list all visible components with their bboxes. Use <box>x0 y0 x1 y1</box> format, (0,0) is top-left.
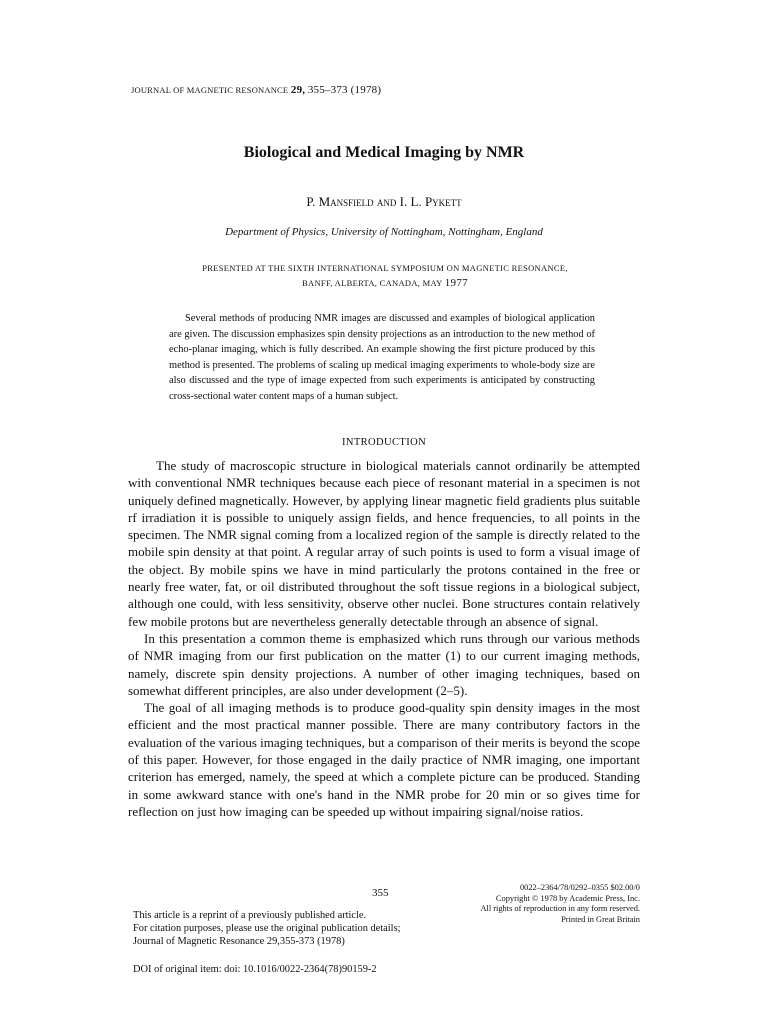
copyright-rights: All rights of reproduction in any form reserved. <box>480 904 640 914</box>
paper-title: Biological and Medical Imaging by NMR <box>243 144 525 161</box>
body-text <box>128 457 640 820</box>
copyright-code: 0022–2364/78/0292–0355 $02.00/0 <box>519 883 640 892</box>
presented-location: BANFF, ALBERTA, CANADA, MAY <box>302 278 443 288</box>
abstract: Several methods of producing NMR images are discussed and examples of biological application are given. The discussion emphasizes spin density projections as an introduction to the new method of echo-planar imaging, which is fully described. An example showing the first picture produced by this method is presented. The problems of scaling up medical imaging experiments to whole-body size are also discussed and the type of image expected from such experiments is anticipated by constructing cross-sectional water content maps of a human subject. <box>169 313 595 402</box>
paragraph-1: The study of macroscopic structure in biological materials cannot ordinarily be attempted with conventional NMR techniques because each piece of resonant material in a specimen is not uniquely defined magnetically. However, by applying linear magnetic field gradients plus suitable rf irradiation it is possible to uniquely assign fields, and hence frequencies, to all points in the specimen. The NMR signal coming from a localized region of the sample is directly related to the mobile spin density at that point. A regular array of such points is used to form a visual image of the object. By mobile spins we have in mind particularly the protons contained in the free or nearly free water, fat, or oil distributed throughout the soft tissue regions in a biological subject, although one could, with less sensitivity, observe other nuclei. Bone structures contain relatively few mobile protons but are nevertheless generally detectable through an absence of signal. <box>128 458 640 629</box>
presented-line-1: PRESENTED AT THE SIXTH INTERNATIONAL SYMPOSIUM ON MAGNETIC RESONANCE, <box>202 263 568 273</box>
paper-authors: P. Mansfield and I. L. Pykett <box>306 194 462 209</box>
journal-header <box>131 84 381 96</box>
reprint-line-2: For citation purposes, please use the original publication details; <box>133 923 401 934</box>
presented-note <box>150 261 620 291</box>
paragraph-2: In this presentation a common theme is emphasized which runs through our various methods of NMR imaging from our first publication on the matter (1) to our current imaging methods, namely, discrete spin density projections. A number of other imaging techniques, based on somewhat different principles, are also under development (2–5). <box>128 630 640 698</box>
section-heading: INTRODUCTION <box>341 437 427 448</box>
page-number: 355 <box>372 887 389 899</box>
doi-line: DOI of original item: doi: 10.1016/0022-2364(78)90159-2 <box>133 964 377 975</box>
copyright-holder: Copyright © 1978 by Academic Press, Inc. <box>495 893 640 903</box>
reprint-line-1: This article is a reprint of a previously published article. <box>133 910 367 921</box>
affiliation: Department of Physics, University of Nottingham, Nottingham, England <box>225 226 543 238</box>
journal-pages: 355–373 (1978) <box>307 84 382 96</box>
journal-name: JOURNAL OF MAGNETIC RESONANCE <box>131 85 289 95</box>
presented-line-2 <box>150 276 620 291</box>
copyright-printed: Printed in Great Britain <box>561 914 640 924</box>
journal-volume: 29, <box>290 84 306 96</box>
reprint-line-3: Journal of Magnetic Resonance 29,355-373 (1978) <box>133 936 345 947</box>
reprint-note <box>133 909 401 948</box>
copyright-block <box>458 883 640 925</box>
paragraph-3: The goal of all imaging methods is to produce good-quality spin density images in the most efficient and the most practical manner possible. There are many contributory factors in the evaluation of the various imaging techniques, but a comparison of their merits is beyond the scope of this paper. However, for those engaged in the daily practice of NMR imaging, one important criterion has emerged, namely, the speed at which a complete picture can be produced. Standing in some awkward stance with one's hand in the NMR probe for 20 min or so gives time for reflection on just how imaging can be speeded up without impairing signal/noise ratios. <box>128 700 640 819</box>
presented-year: 1977 <box>444 277 468 289</box>
